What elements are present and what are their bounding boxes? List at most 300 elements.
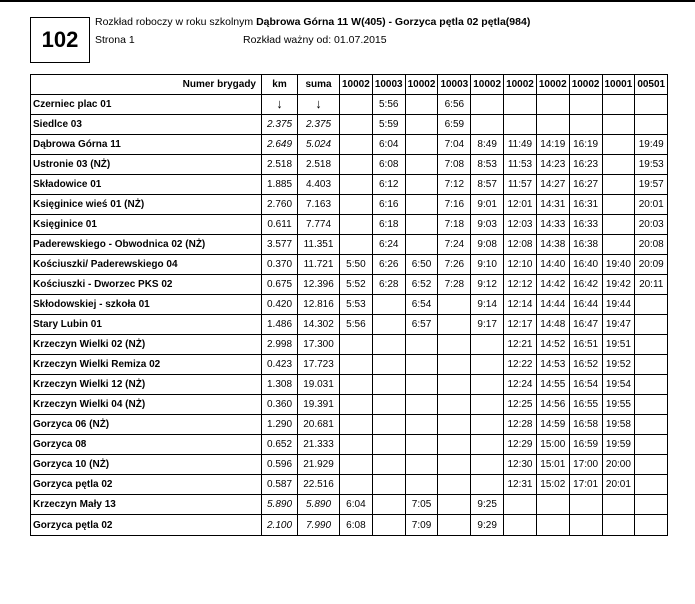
departure-time: 12:29 [504, 435, 537, 455]
departure-time: 16:44 [569, 295, 602, 315]
departure-time [635, 95, 668, 115]
brigade-header: 10003 [372, 75, 405, 95]
departure-time: 14:23 [536, 155, 569, 175]
departure-time: 12:30 [504, 455, 537, 475]
departure-time: 14:48 [536, 315, 569, 335]
departure-time: 17:00 [569, 455, 602, 475]
departure-time: 19:51 [602, 335, 635, 355]
departure-time: 19:59 [602, 435, 635, 455]
departure-time: 5:52 [340, 275, 373, 295]
departure-time [635, 455, 668, 475]
header-row [31, 75, 668, 95]
suma-value: 17.723 [298, 355, 340, 375]
departure-time [340, 175, 373, 195]
departure-time: 9:25 [471, 495, 504, 515]
departure-time [536, 95, 569, 115]
km-value: 0.360 [262, 395, 298, 415]
departure-time [405, 235, 438, 255]
stop-name: Czerniec plac 01 [31, 95, 262, 115]
departure-time [536, 115, 569, 135]
departure-time [405, 95, 438, 115]
km-value: 1.885 [262, 175, 298, 195]
departure-time [340, 235, 373, 255]
km-value: 0.652 [262, 435, 298, 455]
stop-name: Składowice 01 [31, 175, 262, 195]
suma-value: 17.300 [298, 335, 340, 355]
departure-time: 14:38 [536, 235, 569, 255]
departure-time [504, 95, 537, 115]
down-arrow-glyph: ↓ [276, 96, 283, 111]
km-value: 2.760 [262, 195, 298, 215]
stop-name: Krzeczyn Wielki Remiza 02 [31, 355, 262, 375]
departure-time: 11:53 [504, 155, 537, 175]
suma-value: 2.518 [298, 155, 340, 175]
suma-value: 12.816 [298, 295, 340, 315]
departure-time: 6:18 [372, 215, 405, 235]
departure-time: 6:26 [372, 255, 405, 275]
stop-name: Gorzyca 08 [31, 435, 262, 455]
departure-time: 6:28 [372, 275, 405, 295]
departure-time: 19:54 [602, 375, 635, 395]
departure-time: 16:23 [569, 155, 602, 175]
stop-name: Skłodowskiej - szkoła 01 [31, 295, 262, 315]
departure-time: 8:49 [471, 135, 504, 155]
suma-value: 7.163 [298, 195, 340, 215]
departure-time [471, 415, 504, 435]
departure-time: 12:25 [504, 395, 537, 415]
suma-value: 20.681 [298, 415, 340, 435]
stop-row [31, 475, 668, 495]
stop-name: Gorzyca pętla 02 [31, 475, 262, 495]
stop-row [31, 295, 668, 315]
departure-time [635, 495, 668, 515]
departure-time [471, 115, 504, 135]
departure-time: 19:55 [602, 395, 635, 415]
departure-time: 12:08 [504, 235, 537, 255]
departure-time [340, 475, 373, 495]
departure-time: 16:27 [569, 175, 602, 195]
departure-time: 20:03 [635, 215, 668, 235]
departure-time [635, 435, 668, 455]
stop-row [31, 415, 668, 435]
stop-name: Ustronie 03 (NŻ) [31, 155, 262, 175]
departure-time: 20:00 [602, 455, 635, 475]
stop-name: Krzeczyn Wielki 04 (NŻ) [31, 395, 262, 415]
brigade-header: 10003 [438, 75, 471, 95]
departure-time: 12:14 [504, 295, 537, 315]
departure-time [438, 295, 471, 315]
departure-time: 6:56 [438, 95, 471, 115]
stop-row [31, 455, 668, 475]
departure-time: 9:14 [471, 295, 504, 315]
departure-time [471, 375, 504, 395]
departure-time: 7:18 [438, 215, 471, 235]
departure-time: 9:29 [471, 515, 504, 536]
departure-time: 19:44 [602, 295, 635, 315]
stop-name: Kościuszki/ Paderewskiego 04 [31, 255, 262, 275]
departure-time [602, 175, 635, 195]
departure-time [635, 475, 668, 495]
departure-time [635, 395, 668, 415]
departure-time: 7:08 [438, 155, 471, 175]
departure-time: 12:10 [504, 255, 537, 275]
departure-time: 6:16 [372, 195, 405, 215]
departure-time: 19:40 [602, 255, 635, 275]
departure-time [471, 435, 504, 455]
stop-row [31, 215, 668, 235]
departure-time: 20:08 [635, 235, 668, 255]
departure-time [602, 115, 635, 135]
departure-time [438, 395, 471, 415]
stop-row [31, 335, 668, 355]
departure-time [602, 235, 635, 255]
departure-time [405, 195, 438, 215]
departure-time: 5:56 [372, 95, 405, 115]
stop-row [31, 155, 668, 175]
down-arrow-glyph: ↓ [315, 96, 322, 111]
departure-time: 14:59 [536, 415, 569, 435]
departure-time [405, 115, 438, 135]
stop-name: Gorzyca pętla 02 [31, 515, 262, 536]
km-value: 0.423 [262, 355, 298, 375]
departure-time: 15:01 [536, 455, 569, 475]
km-value: 1.486 [262, 315, 298, 335]
km-value: 2.375 [262, 115, 298, 135]
stop-name: Krzeczyn Wielki 12 (NŻ) [31, 375, 262, 395]
departure-time [504, 495, 537, 515]
km-value: 0.420 [262, 295, 298, 315]
departure-time [405, 475, 438, 495]
departure-time [340, 335, 373, 355]
departure-time: 19:47 [602, 315, 635, 335]
suma-value: 11.351 [298, 235, 340, 255]
suma-value: 7.774 [298, 215, 340, 235]
departure-time [471, 355, 504, 375]
departure-time: 16:52 [569, 355, 602, 375]
departure-time: 16:31 [569, 195, 602, 215]
departure-time: 14:33 [536, 215, 569, 235]
stop-name: Kościuszki - Dworzec PKS 02 [31, 275, 262, 295]
brigade-header: 10002 [340, 75, 373, 95]
departure-time [405, 215, 438, 235]
stop-row [31, 355, 668, 375]
departure-time [635, 295, 668, 315]
departure-time [504, 515, 537, 536]
brigade-header: 10002 [504, 75, 537, 95]
departure-time [438, 475, 471, 495]
stop-row [31, 235, 668, 255]
departure-time [602, 135, 635, 155]
departure-time [438, 335, 471, 355]
departure-time [405, 335, 438, 355]
departure-time: 12:24 [504, 375, 537, 395]
departure-time [372, 315, 405, 335]
stop-row [31, 95, 668, 115]
stop-row [31, 175, 668, 195]
departure-time [438, 315, 471, 335]
departure-time: 12:17 [504, 315, 537, 335]
departure-time: 6:12 [372, 175, 405, 195]
timetable [30, 74, 668, 536]
departure-time [504, 115, 537, 135]
departure-time: 19:58 [602, 415, 635, 435]
route-number: 102 [41, 27, 79, 52]
departure-time [340, 435, 373, 455]
km-value: 1.308 [262, 375, 298, 395]
departure-time [602, 95, 635, 115]
stop-row [31, 255, 668, 275]
departure-time: 5:59 [372, 115, 405, 135]
departure-time: 20:01 [635, 195, 668, 215]
km-value: 5.890 [262, 495, 298, 515]
departure-time [372, 415, 405, 435]
departure-time [438, 515, 471, 536]
suma-value: 14.302 [298, 315, 340, 335]
km-value: 0.596 [262, 455, 298, 475]
departure-time: 12:01 [504, 195, 537, 215]
departure-time: 16:47 [569, 315, 602, 335]
departure-time [340, 455, 373, 475]
departure-time [372, 515, 405, 536]
departure-time: 17:01 [569, 475, 602, 495]
departure-time [602, 195, 635, 215]
stop-row [31, 515, 668, 536]
stop-name: Księginice 01 [31, 215, 262, 235]
departure-time: 7:09 [405, 515, 438, 536]
departure-time: 19:49 [635, 135, 668, 155]
departure-time [340, 115, 373, 135]
stop-row [31, 435, 668, 455]
schedule-title-route: Dąbrowa Górna 11 W(405) - Gorzyca pętla 02 pętla(984) [256, 16, 531, 28]
km-value: 3.577 [262, 235, 298, 255]
suma-value: 5.024 [298, 135, 340, 155]
departure-time [372, 435, 405, 455]
departure-time [602, 515, 635, 536]
departure-time: 16:59 [569, 435, 602, 455]
departure-time: 19:53 [635, 155, 668, 175]
km-header: km [262, 75, 298, 95]
departure-time [372, 355, 405, 375]
km-value: 2.998 [262, 335, 298, 355]
departure-time [405, 155, 438, 175]
departure-time: 16:54 [569, 375, 602, 395]
stop-row [31, 315, 668, 335]
departure-time: 16:40 [569, 255, 602, 275]
departure-time: 12:03 [504, 215, 537, 235]
route-number-box [30, 17, 90, 63]
departure-time [405, 135, 438, 155]
suma-value: 4.403 [298, 175, 340, 195]
departure-time [405, 395, 438, 415]
departure-time [405, 415, 438, 435]
departure-time [340, 395, 373, 415]
stop-name: Gorzyca 06 (NŻ) [31, 415, 262, 435]
departure-time [536, 515, 569, 536]
km-value: 0.587 [262, 475, 298, 495]
schedule-title-prefix: Rozkład roboczy w roku szkolnym [95, 16, 257, 28]
departure-time: 16:55 [569, 395, 602, 415]
stop-row [31, 195, 668, 215]
departure-time [405, 435, 438, 455]
departure-time [405, 355, 438, 375]
stop-name: Dąbrowa Górna 11 [31, 135, 262, 155]
departure-time [438, 495, 471, 515]
brigade-header: 10002 [569, 75, 602, 95]
departure-time: 6:54 [405, 295, 438, 315]
departure-time: 5:56 [340, 315, 373, 335]
departure-time: 16:51 [569, 335, 602, 355]
departure-time: 9:17 [471, 315, 504, 335]
stop-name: Krzeczyn Mały 13 [31, 495, 262, 515]
departure-time [602, 155, 635, 175]
departure-time: 7:16 [438, 195, 471, 215]
departure-time: 6:04 [372, 135, 405, 155]
departure-time: 14:52 [536, 335, 569, 355]
departure-time: 8:57 [471, 175, 504, 195]
brigade-header: 10002 [405, 75, 438, 95]
departure-time: 20:01 [602, 475, 635, 495]
departure-time: 6:08 [340, 515, 373, 536]
departure-time: 14:31 [536, 195, 569, 215]
stop-row [31, 135, 668, 155]
schedule-title [95, 16, 530, 29]
stop-name: Stary Lubin 01 [31, 315, 262, 335]
departure-time: 19:42 [602, 275, 635, 295]
stop-name: Księginice wieś 01 (NŻ) [31, 195, 262, 215]
km-value: 0.611 [262, 215, 298, 235]
suma-value: 22.516 [298, 475, 340, 495]
departure-time [569, 95, 602, 115]
departure-time: 8:53 [471, 155, 504, 175]
km-value: 2.649 [262, 135, 298, 155]
departure-time [569, 515, 602, 536]
suma-value: 12.396 [298, 275, 340, 295]
departure-time: 6:50 [405, 255, 438, 275]
departure-time [471, 395, 504, 415]
departure-time [405, 375, 438, 395]
departure-time: 9:12 [471, 275, 504, 295]
stop-row [31, 375, 668, 395]
departure-time: 16:58 [569, 415, 602, 435]
departure-time: 16:38 [569, 235, 602, 255]
departure-time [471, 95, 504, 115]
departure-time: 9:08 [471, 235, 504, 255]
km-value: 2.100 [262, 515, 298, 536]
departure-time [536, 495, 569, 515]
departure-time: 20:11 [635, 275, 668, 295]
departure-time: 7:26 [438, 255, 471, 275]
departure-time: 6:24 [372, 235, 405, 255]
departure-time: 12:22 [504, 355, 537, 375]
departure-time: 14:44 [536, 295, 569, 315]
departure-time: 12:21 [504, 335, 537, 355]
departure-time: 14:42 [536, 275, 569, 295]
departure-time [340, 415, 373, 435]
stop-row [31, 395, 668, 415]
departure-time: 6:59 [438, 115, 471, 135]
stop-name: Siedlce 03 [31, 115, 262, 135]
departure-time: 15:00 [536, 435, 569, 455]
departure-time [405, 455, 438, 475]
suma-value: 2.375 [298, 115, 340, 135]
departure-time [438, 455, 471, 475]
departure-time [471, 455, 504, 475]
departure-time [438, 435, 471, 455]
stop-row [31, 495, 668, 515]
departure-time: 14:56 [536, 395, 569, 415]
departure-time: 7:12 [438, 175, 471, 195]
stop-name: Paderewskiego - Obwodnica 02 (NŻ) [31, 235, 262, 255]
departure-time: 19:52 [602, 355, 635, 375]
departure-time: 11:49 [504, 135, 537, 155]
suma-value: 5.890 [298, 495, 340, 515]
departure-time [372, 455, 405, 475]
departure-time: 14:40 [536, 255, 569, 275]
page-label: Strona 1 [95, 34, 135, 46]
brigade-number-header: Numer brygady [31, 75, 262, 95]
departure-time [372, 375, 405, 395]
departure-time: 7:04 [438, 135, 471, 155]
departure-time [635, 415, 668, 435]
departure-time [438, 375, 471, 395]
departure-time: 9:03 [471, 215, 504, 235]
departure-time: 11:57 [504, 175, 537, 195]
departure-time: 14:55 [536, 375, 569, 395]
departure-time: 6:04 [340, 495, 373, 515]
departure-time: 6:57 [405, 315, 438, 335]
departure-time [602, 215, 635, 235]
departure-time [372, 475, 405, 495]
departure-time [340, 215, 373, 235]
departure-time [635, 375, 668, 395]
down-arrow-icon [262, 95, 298, 115]
departure-time: 7:28 [438, 275, 471, 295]
departure-time [340, 355, 373, 375]
departure-time: 7:24 [438, 235, 471, 255]
departure-time [471, 335, 504, 355]
departure-time [340, 195, 373, 215]
departure-time: 14:53 [536, 355, 569, 375]
down-arrow-icon [298, 95, 340, 115]
brigade-header: 10001 [602, 75, 635, 95]
departure-time [340, 135, 373, 155]
departure-time [635, 115, 668, 135]
departure-time [438, 415, 471, 435]
departure-time [372, 335, 405, 355]
stop-name: Krzeczyn Wielki 02 (NŻ) [31, 335, 262, 355]
departure-time: 6:08 [372, 155, 405, 175]
departure-time [602, 495, 635, 515]
departure-time: 16:33 [569, 215, 602, 235]
departure-time: 12:28 [504, 415, 537, 435]
departure-time: 16:42 [569, 275, 602, 295]
stop-row [31, 115, 668, 135]
brigade-header: 10002 [536, 75, 569, 95]
brigade-header: 10002 [471, 75, 504, 95]
departure-time: 7:05 [405, 495, 438, 515]
departure-time [372, 395, 405, 415]
departure-time [340, 155, 373, 175]
departure-time: 15:02 [536, 475, 569, 495]
departure-time [635, 515, 668, 536]
departure-time [635, 355, 668, 375]
departure-time: 9:01 [471, 195, 504, 215]
departure-time [569, 495, 602, 515]
departure-time [569, 115, 602, 135]
suma-value: 19.391 [298, 395, 340, 415]
departure-time [340, 95, 373, 115]
suma-value: 7.990 [298, 515, 340, 536]
